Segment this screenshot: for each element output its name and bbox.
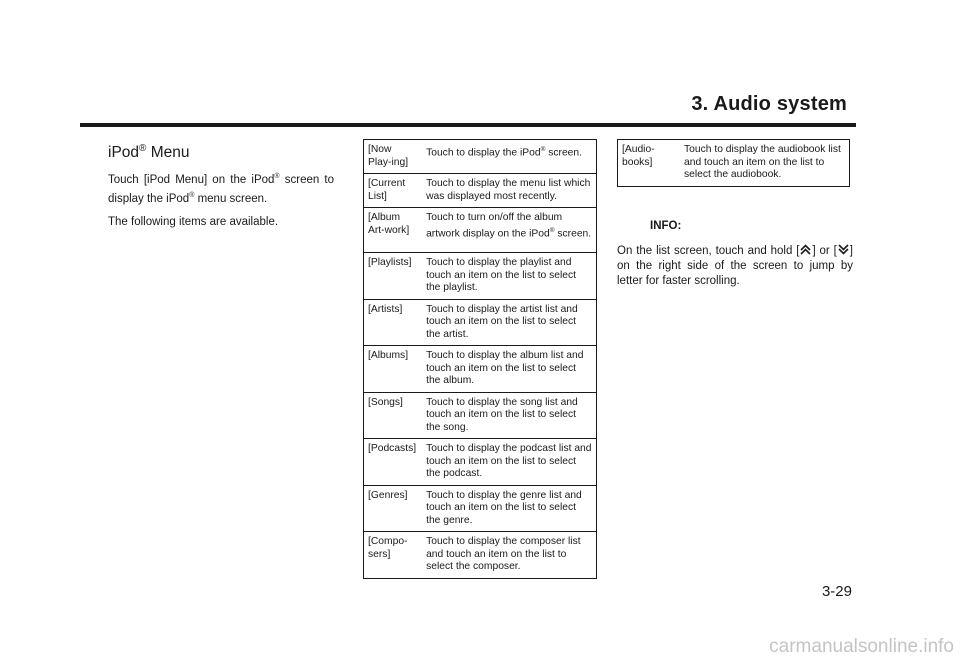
item-term: [Audio-books] — [622, 144, 655, 168]
menu-items-table — [363, 139, 597, 579]
info-block — [617, 220, 853, 289]
item-term: [Album Art-work] — [364, 208, 423, 253]
left-column — [108, 143, 334, 238]
watermark[interactable]: carmanualsonline.info — [769, 636, 954, 657]
table-row — [364, 140, 597, 174]
chapter-title: 3. Audio system — [691, 93, 847, 115]
item-term: [Compo-sers] — [368, 536, 408, 560]
item-term: [Genres] — [364, 485, 423, 532]
item-description: Touch to display the song list and touch an item on the list to select the song. — [422, 392, 596, 439]
double-chevron-down-icon — [837, 244, 850, 255]
item-term: [Albums] — [364, 346, 423, 393]
info-text: On the list screen, touch and hold [ ] or [ ] on the right side of the screen to jump by letter for faster scrolling. — [617, 245, 853, 287]
items-intro-paragraph: The following items are available. — [108, 215, 279, 228]
item-description: Touch to display the artist list and touch an item on the list to select the artist. — [422, 299, 596, 346]
item-description: Touch to display the playlist and touch an item on the list to select the playlist. — [422, 253, 596, 300]
table-row — [364, 346, 597, 393]
item-term: [Artists] — [364, 299, 423, 346]
section-title: iPod® Menu — [108, 143, 190, 162]
item-description: Touch to display the genre list and touch an item on the list to select the genre. — [422, 485, 596, 532]
table-row — [618, 140, 850, 187]
table-row — [364, 532, 597, 579]
table-row — [364, 392, 597, 439]
item-description: Touch to display the podcast list and touch an item on the list to select the podcast. — [422, 439, 596, 486]
item-description: Touch to display the menu list which was displayed most recently. — [422, 174, 596, 208]
double-chevron-up-icon — [799, 244, 812, 255]
item-description: Touch to display the album list and touch an item on the list to select the album. — [422, 346, 596, 393]
item-term: [Playlists] — [364, 253, 423, 300]
table-row — [364, 253, 597, 300]
audiobooks-table — [617, 139, 850, 187]
table-row — [364, 439, 597, 486]
item-description: Touch to display the audiobook list and touch an item on the list to select the audiobook. — [684, 144, 841, 180]
item-description: Touch to display the iPod® screen. — [422, 140, 596, 174]
item-term: [Now Play-ing] — [364, 140, 423, 174]
header-rule — [80, 123, 856, 127]
item-term: [Songs] — [364, 392, 423, 439]
item-term: [Podcasts] — [364, 439, 423, 486]
info-label: INFO: — [650, 220, 682, 232]
intro-paragraph: Touch [iPod Menu] on the iPod® screen to display the iPod® menu screen. — [108, 173, 335, 205]
item-term: [Current List] — [364, 174, 423, 208]
table-row — [364, 299, 597, 346]
table-row — [364, 485, 597, 532]
table-row — [364, 174, 597, 208]
page-number: 3-29 — [821, 583, 852, 600]
table-row — [364, 208, 597, 253]
item-description: Touch to display the composer list and touch an item on the list to select the composer. — [426, 536, 581, 572]
item-description: Touch to turn on/off the album artwork display on the iPod® screen. — [422, 208, 596, 253]
